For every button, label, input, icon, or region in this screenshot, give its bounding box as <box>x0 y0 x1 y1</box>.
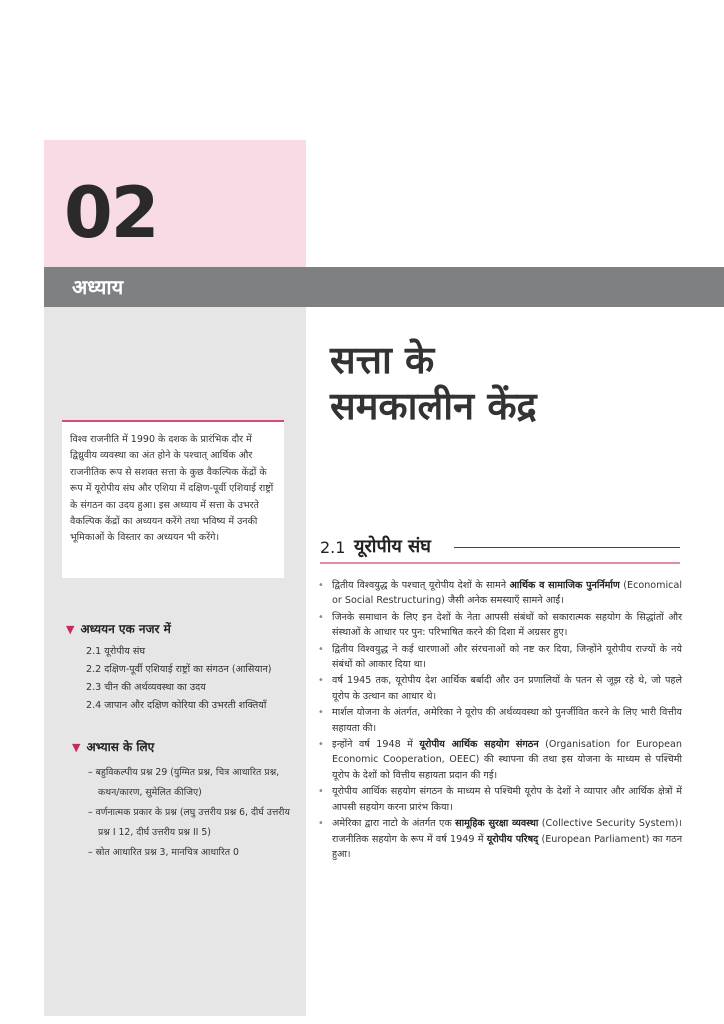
glance-item: 2.3 चीन की अर्थव्यवस्था का उदय <box>86 682 206 693</box>
intro-box <box>62 420 284 578</box>
bullet-item: • जिनके समाधान के लिए इन देशों के नेता आपसी संबंधों को सकारात्मक सहयोग के सिद्धांतों और संस्थाओं के आधार पर पुन: परिभाषित करने की दिशा में अग्रसर हुए। <box>318 611 682 639</box>
chapter-title-line1: सत्ता के <box>330 338 435 382</box>
bullet-item: • यूरोपीय आर्थिक सहयोग संगठन के माध्यम से पश्चिमी यूरोप के देशों ने व्यापार और आर्थिक क्षेत्रों में आपसी सहयोग करना प्रारंभ किया। <box>318 786 682 813</box>
section-underline <box>320 562 680 564</box>
bullet-item: • द्वितीय विश्वयुद्ध के पश्चात् यूरोपीय देशों के सामने आर्थिक व सामाजिक पुनर्निर्माण (Economical or Social Restructuring) जैसी अनेक समस्याएँ सामने आईं। <box>318 580 682 607</box>
section-title: यूरोपीय संघ <box>354 536 431 557</box>
section-heading <box>320 534 680 560</box>
section-number: 2.1 <box>320 538 346 557</box>
practice-item: – बहुविकल्पीय प्रश्न 29 (युग्मित प्रश्न, चित्र आधारित प्रश्न, कथन/कारण, सुमेलित कीजिए) <box>88 767 280 798</box>
bullet-item: • द्वितीय विश्वयुद्ध ने कई धारणाओं और संरचनाओं को नष्ट कर दिया, जिन्होंने यूरोपीय राज्यों के नये संबंधों को आकार दिया था। <box>318 643 682 671</box>
bullet-list <box>316 578 682 863</box>
bullet-dot-icon: • <box>318 739 324 751</box>
glance-item: 2.1 यूरोपीय संघ <box>86 646 145 657</box>
chapter-title <box>330 338 710 429</box>
intro-text: विश्व राजनीति में 1990 के दशक के प्रारंभिक दौर में द्विध्रुवीय व्यवस्था का अंत होने के पश्चात् आर्थिक और राजनीतिक रूप से सशक्त सत्ता के कुछ वैकल्पिक केंद्रों के रूप में यूरोपीय संघ और एशिया में दक्षिण-पूर्वी एशियाई राष्ट्रों के संगठन का उदय हुआ। इस अध्याय में सत्ता के उभरते वैकल्पिक केंद्रों का अध्ययन करेंगे तथा भविष्य में उनकी भूमिकाओं के विस्तार का अध्ययन भी करेंगे। <box>70 434 274 544</box>
glance-item: 2.2 दक्षिण-पूर्वी एशियाई राष्ट्रों का संगठन (आसियान) <box>86 664 272 675</box>
practice-item: – वर्णनात्मक प्रकार के प्रश्न (लघु उत्तरीय प्रश्न 6, दीर्घ उत्तरीय प्रश्न I 12, दीर्घ उत्तरीय प्रश्न II 5) <box>88 807 290 838</box>
section-rule <box>454 547 680 548</box>
chapter-label: अध्याय <box>72 275 124 299</box>
glance-item: 2.4 जापान और दक्षिण कोरिया की उभरती शक्तियाँ <box>86 700 267 711</box>
practice-heading-text: अभ्यास के लिए <box>86 740 155 754</box>
bullet-dot-icon: • <box>318 611 324 623</box>
chapter-title-line2: समकालीन केंद्र <box>330 383 537 428</box>
practice-heading <box>72 738 298 757</box>
glance-list <box>66 643 296 715</box>
bullet-dot-icon: • <box>318 580 324 591</box>
glance-heading <box>66 620 296 639</box>
triangle-bullet-icon: ▼ <box>66 623 75 636</box>
practice-section <box>72 738 298 863</box>
study-at-glance <box>66 620 296 715</box>
bullet-dot-icon: • <box>318 786 324 798</box>
practice-list <box>72 763 298 863</box>
chapter-band <box>44 267 724 307</box>
bullet-dot-icon: • <box>318 643 324 655</box>
glance-heading-text: अध्ययन एक नजर में <box>80 622 171 636</box>
bullet-item: • अमेरिका द्वारा नाटो के अंतर्गत एक सामूहिक सुरक्षा व्यवस्था (Collective Security System)। राजनीतिक सहयोग के रूप में वर्ष 1949 में यूरोपीय परिषद् (European Parliament) का गठन हुआ। <box>318 818 683 860</box>
bullet-item: • वर्ष 1945 तक, यूरोपीय देश आर्थिक बर्बादी और उन प्रणालियों के पतन से जूझ रहे थे, जो पहले यूरोप के उत्थान का आधार थे। <box>318 675 682 702</box>
bullet-item: • इन्होंने वर्ष 1948 में यूरोपीय आर्थिक सहयोग संगठन (Organisation for European Economic Cooperation, OEEC) की स्थापना की तथा इस योजना के माध्यम से पश्चिमी यूरोप के देशों को वित्तीय सहायता प्रदान की गई। <box>318 739 682 781</box>
practice-item: – स्रोत आधारित प्रश्न 3, मानचित्र आधारित 0 <box>88 847 239 858</box>
bullet-dot-icon: • <box>318 818 324 830</box>
bullet-dot-icon: • <box>318 675 324 687</box>
bullet-dot-icon: • <box>318 707 324 719</box>
bullet-item: • मार्शल योजना के अंतर्गत, अमेरिका ने यूरोप की अर्थव्यवस्था को पुनर्जीवित करने के लिए भारी वित्तीय सहायता की। <box>318 707 682 734</box>
chapter-number: 02 <box>64 172 158 254</box>
triangle-bullet-icon: ▼ <box>72 741 81 754</box>
